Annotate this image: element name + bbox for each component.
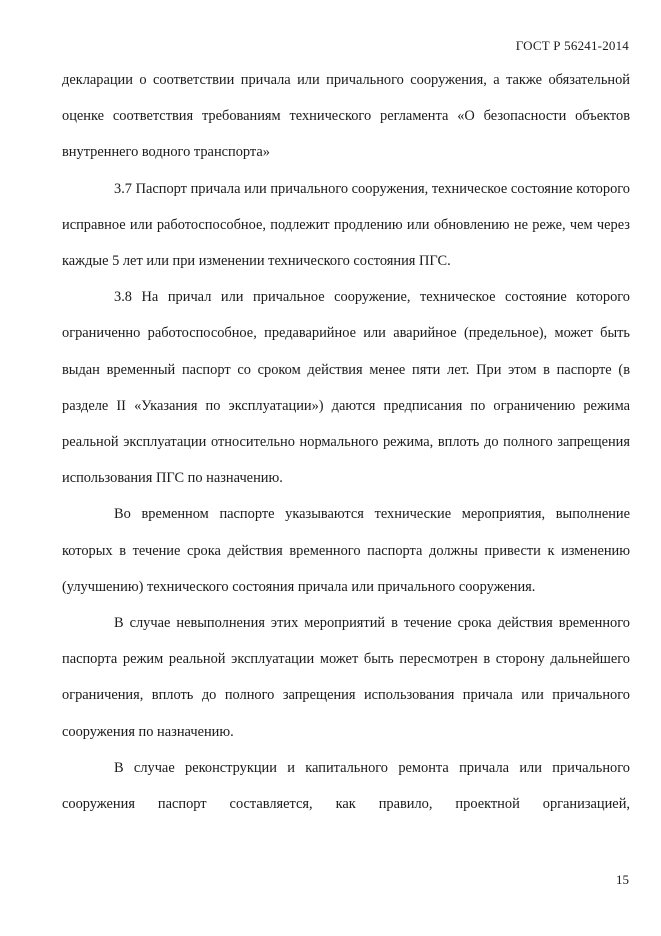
document-header [516, 38, 629, 54]
paragraph-reconstruction: В случае реконструкции и капитального ремонта причала или причального сооружения паспорт составляется, как правило, проектной организацией, [62, 759, 630, 813]
paragraph-continuation: декларации о соответствии причала или причального сооружения, а также обязательной оценке соответствия требованиям технического регламента «О безопасности объектов внутреннего водного транспорта» [62, 72, 630, 161]
paragraph-3-8: 3.8 На причал или причальное сооружение, техническое состояние которого ограниченно работоспособное, предаварийное или аварийное (предельное), может быть выдан временный паспорт со сроком действия менее пяти лет. При этом в паспорте (в разделе II «Указания по эксплуатации») даются предписания по ограничению режима реальной эксплуатации относительно нормального режима, вплоть до полного запрещения использования ПГС по назначению. [62, 289, 630, 487]
standard-number: ГОСТ Р 56241-2014 [515, 38, 629, 53]
page-number: 15 [616, 872, 629, 887]
document-body [62, 62, 630, 822]
paragraph-temporary-passport: Во временном паспорте указываются технические мероприятия, выполнение которых в течение срока действия временного паспорта должны привести к изменению (улучшению) технического состояния причала или причального сооружения. [62, 506, 630, 595]
paragraph-3-7: 3.7 Паспорт причала или причального сооружения, техническое состояние которого исправное или работоспособное, подлежит продлению или обновлению не реже, чем через каждые 5 лет или при изменении технического состояния ПГС. [62, 180, 630, 270]
paragraph-non-fulfillment: В случае невыполнения этих мероприятий в течение срока действия временного паспорта режим реальной эксплуатации может быть пересмотрен в сторону дальнейшего ограничения, вплоть до полного запрещения использования причала или причального сооружения по назначению. [62, 615, 630, 740]
